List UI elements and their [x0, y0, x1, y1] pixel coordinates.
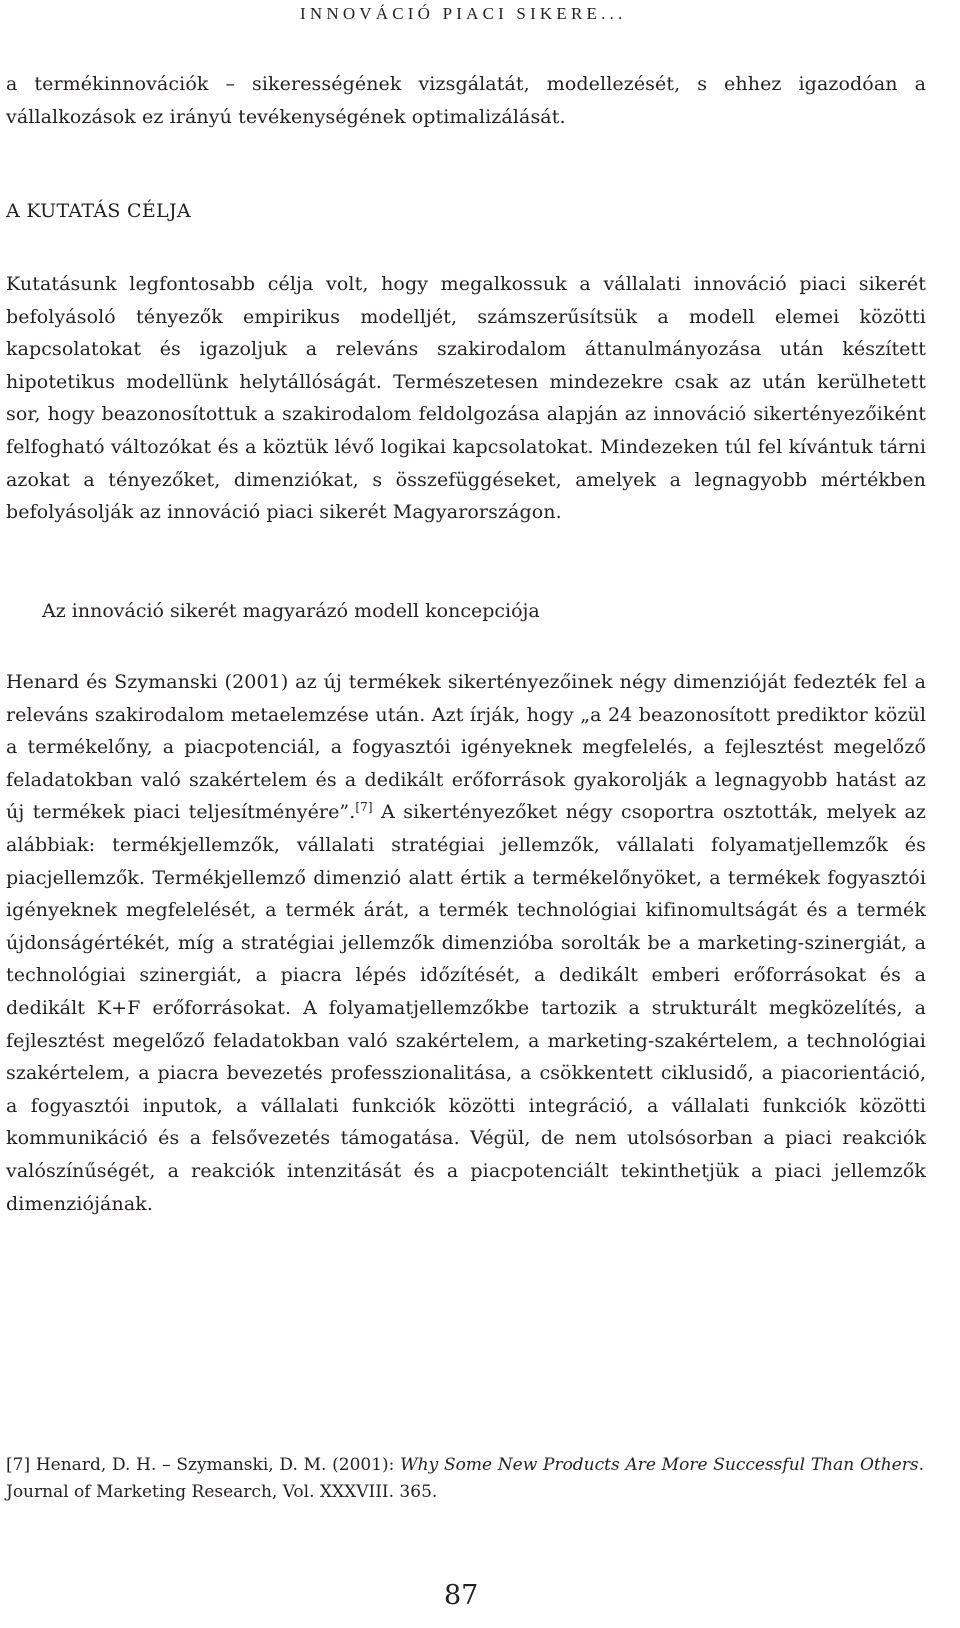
paragraph-text-after-reference: A sikertényezőket négy csoportra osztották, melyek az alábbiak: termékjellemzők, vállalati stratégiai jellemzők, vállalati folyamatjellemzők és piacjellemzők. Termékjellemző dimenzió alatt értik a termékelőnyöket, a termékek fogyasztói igényeknek megfelelését, a termék árát, a termék technológiai kifinomultságát és a termék újdonságértékét, míg a stratégiai jellemzők dimenzióba sorolták be a marketing-szinergiát, a technológiai szinergiát, a piacra lépés időzítését, a dedikált emberi erőforrásokat és a dedikált K+F erőforrásokat. A folyamatjellemzőkbe tartozik a strukturált megközelítés, a fejlesztést megelőző feladatokban való szakértelem, a marketing-szakértelem, a technológiai szakértelem, a piacra bevezetés professzionalitása, a csökkentett ciklusidő, a piacorientáció, a fogyasztói inputok, a vállalati funkciók közötti integráció, a vállalati funkciók közötti kommunikáció és a felsővezetés támogatása. Végül, de nem utolsósorban a piaci reakciók valószínűségét, a reakciók intenzitását és a piacpotenciált tekinthetjük a piaci jellemzők dimenziójának.	[6, 801, 926, 1215]
footnote	[6, 1452, 924, 1506]
footnote-title: Why Some New Products Are More Successful Than Others	[400, 1455, 919, 1475]
citation-reference: [7]	[355, 800, 373, 815]
section-heading: A KUTATÁS CÉLJA	[6, 200, 191, 222]
page-number: 87	[444, 1580, 479, 1611]
footnote-authors: Henard, D. H. – Szymanski, D. M. (2001):	[30, 1455, 401, 1475]
running-header: INNOVÁCIÓ PIACI SIKERE...	[300, 4, 627, 23]
footnote-number: [7]	[6, 1455, 31, 1475]
subsection-heading: Az innováció sikerét magyarázó modell koncepciója	[42, 600, 540, 622]
footnote-source: . Journal of Marketing Research, Vol. XXXVIII. 365.	[6, 1455, 924, 1502]
intro-paragraph: a termékinnovációk – sikerességének vizsgálatát, modellezését, s ehhez igazodóan a vállalkozások ez irányú tevékenységének optimalizálását.	[6, 73, 926, 128]
research-aim-paragraph: Kutatásunk legfontosabb célja volt, hogy megalkossuk a vállalati innováció piaci sikerét befolyásoló tényezők empirikus modelljét, számszerűsítsük a modell elemei közötti kapcsolatokat és igazoljuk a releváns szakirodalom áttanulmányozása után készített hipotetikus modellünk helytállóságát. Természetesen mindezekre csak az után kerülhetett sor, hogy beazonosítottuk a szakirodalom feldolgozása alapján az innováció sikertényezőiként felfogható változókat és a köztük lévő logikai kapcsolatokat. Mindezeken túl fel kívántuk tárni azokat a tényezőket, dimenziókat, s összefüggéseket, amelyek a legnagyobb mértékben befolyásolják az innováció piaci sikerét Magyarországon.	[6, 273, 926, 524]
paragraph-text-before-reference: Henard és Szymanski (2001) az új termékek sikertényezőinek négy dimenzióját fedezték fel a releváns szakirodalom metaelemzése után. Azt írják, hogy „a 24 beazonosított prediktor közül a termékelőny, a piacpotenciál, a fogyasztói igényeknek megfelelés, a fejlesztést megelőző feladatokban való szakértelem és a dedikált erőforrások gyakorolják a legnagyobb hatást az új termékek piaci teljesítményére”.	[6, 671, 926, 824]
model-concept-paragraph	[6, 666, 926, 1220]
